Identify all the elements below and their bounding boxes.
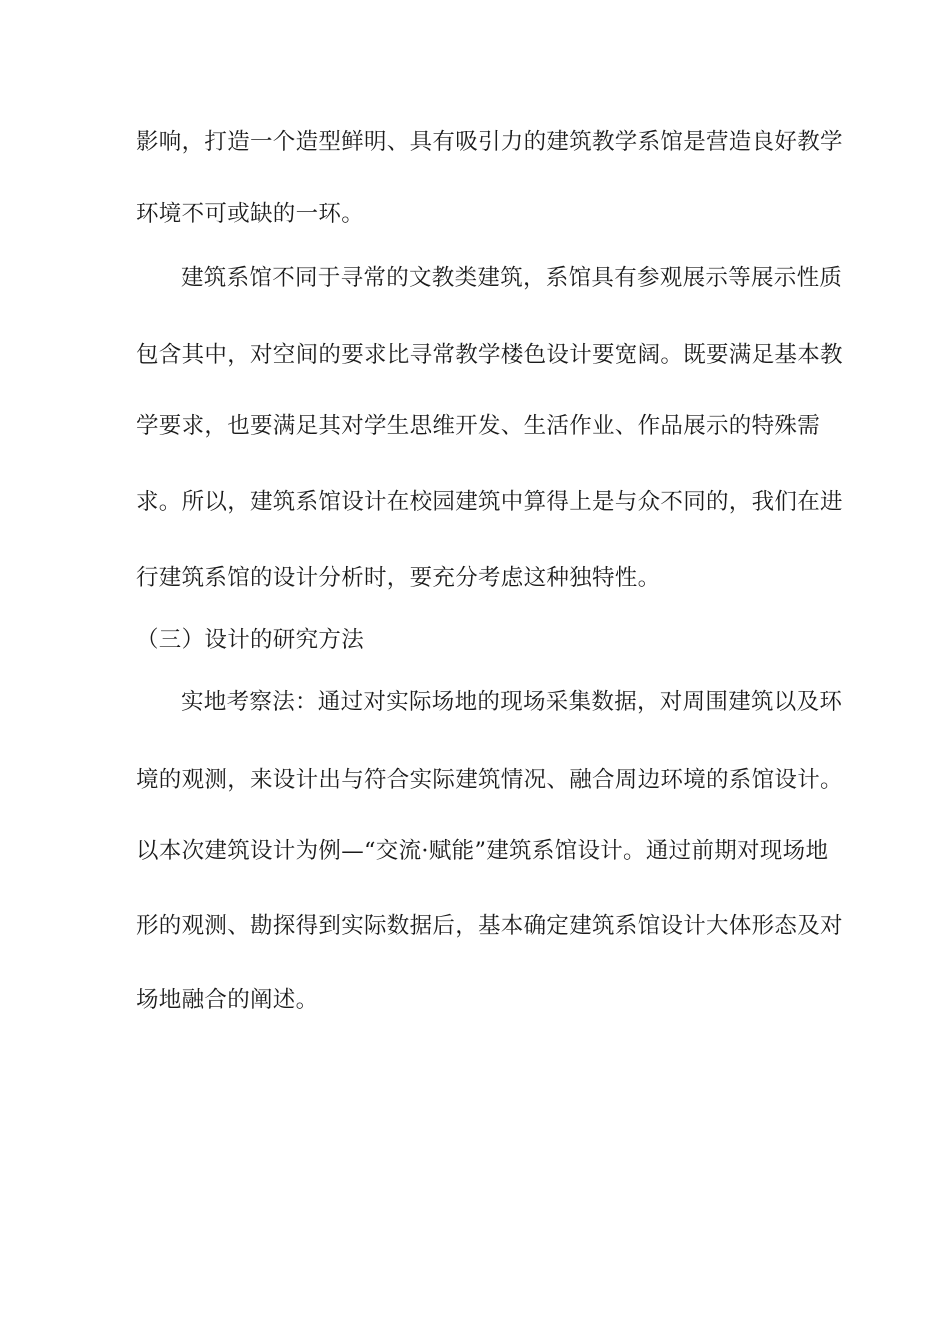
paragraph-1-line-1: 影响，打造一个造型鲜明、具有吸引力的建筑教学系馆是营造良好教学 [136,129,843,155]
paragraph-3-line-2: 境的观测，来设计出与符合实际建筑情况、融合周边环境的系馆设计。 [136,767,843,793]
paragraph-3-line-5: 场地融合的阐述。 [136,987,319,1013]
paragraph-2-line-2: 包含其中，对空间的要求比寻常教学楼色设计要宽阔。既要满足基本教 [136,342,843,368]
paragraph-2-line-5: 行建筑系馆的设计分析时，要充分考虑这种独特性。 [136,565,661,591]
paragraph-2-line-1: 建筑系馆不同于寻常的文教类建筑，系馆具有参观展示等展示性质 [181,265,843,291]
paragraph-3-line-1: 实地考察法：通过对实际场地的现场采集数据，对周围建筑以及环 [181,689,843,715]
paragraph-1-line-2: 环境不可或缺的一环。 [136,201,365,227]
paragraph-2-line-3: 学要求，也要满足其对学生思维开发、生活作业、作品展示的特殊需 [136,413,821,439]
paragraph-3-line-4: 形的观测、勘探得到实际数据后，基本确定建筑系馆设计大体形态及对 [136,913,843,939]
paragraph-3-line-3: 以本次建筑设计为例—“交流·赋能”建筑系馆设计。通过前期对现场地 [136,838,829,864]
paragraph-2-line-4: 求。所以，建筑系馆设计在校园建筑中算得上是与众不同的，我们在进 [136,489,843,515]
section-heading: （三）设计的研究方法 [136,627,365,653]
